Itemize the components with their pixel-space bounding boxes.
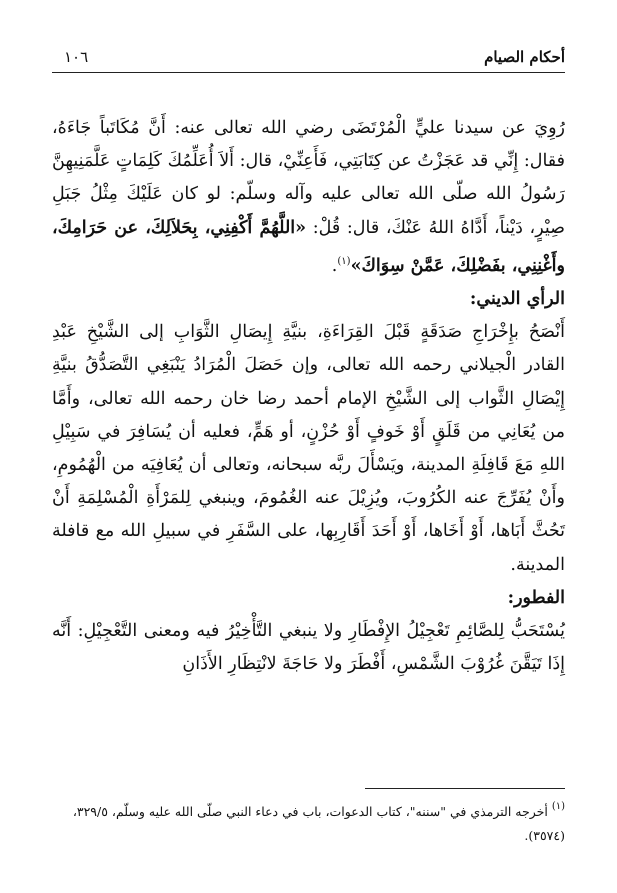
running-header (52, 42, 565, 72)
hadith-end-punct: . (331, 255, 338, 276)
footnote-reference: (١) (337, 255, 351, 267)
footnote-rule (365, 788, 565, 789)
header-title: أحكام الصيام (484, 48, 565, 66)
header-rule (52, 72, 565, 73)
page-body (52, 112, 565, 681)
dua-text: «اللَّهُمَّ أَكْفِنِي، بِحَلاَلِكَ، عن حَرَامِكَ، وأَغْنِنِي، بفَضْلِكَ، عَمَّنْ سِوَاكَ» (52, 217, 565, 276)
footnote-text: أخرجه الترمذي في "سننه"، كتاب الدعوات، باب في دعاء النبي صلّى الله عليه وسلّم، ٣٢٩/٥، (٣٥٧٤). (72, 804, 565, 843)
page-number: ١٠٦ (64, 48, 89, 66)
hadith-paragraph (52, 112, 565, 283)
hadith-text: رُوِيَ عن سيدنا عليٍّ الْمُرْتَضَى رضي الله تعالى عنه: أَنَّ مُكَاتَباً جَاءَهُ، فقال: إِنِّي قد عَجَزْتُ عن كِتَابَتِي، فَأَعِنِّيْ، قال: أَلاَ أُعَلِّمُكَ كَلِمَاتٍ عَلَّمَنِيهِنَّ رَسُولُ الله صلّى الله تعالى عليه وآله وسلّم: لو كان عَلَيْكَ مِثْلُ جَبَلِ صِيْرٍ، دَيْناً، أَدَّاهُ اللهُ عَنْكَ، قال: قُلْ: (52, 118, 565, 238)
section-heading-iftar: الفطور: (507, 587, 565, 608)
footnote-marker: (١) (551, 801, 565, 812)
religious-opinion-paragraph: أَنْصَحُ بإِخْرَاجِ صَدَقَةٍ قَبْلَ القِرَاءَةِ، بنيَّةِ إِيصَالِ الثَّوَابِ إلى الشَّيْخِ عَبْدِ القادر الْجيلاني رحمه الله تعالى، وإن حَصَلَ الْمُرَادُ يَنْبَغِي التَّصَدُّقُ بنيَّةِ إِيْصَالِ الثَّواب إلى الشَّيْخِ الإمام أحمد رضا خان رحمه الله تعالى، وأَمَّا من يُعَانِي من قَلَقٍ أَوْ خَوفٍ أَوْ حُزْنٍ، أو هَمٍّ، فعليه أن يُسَافِرَ في سَبِيْلِ اللهِ مَعَ قَافِلَةِ المدينة، ويَسْأَلَ ربَّه سبحانه، وتعالى أن يُعَافِيَه من الْهُمُومِ، وأَنْ يُفَرِّجَ عنه الكُرُوبَ، ويُزِيْلَ عنه الغُمُومَ، وينبغي لِلمَرْأَةِ الْمُسْلِمَةِ أَنْ تَحُثَّ أَبَاها، أَوْ أَخَاها، أَوْ أَحَدَ أَقَارِبِها، على السَّفَرِ في سبيلِ الله مع قافلة المدينة. (52, 322, 565, 575)
iftar-paragraph: يُسْتَحَبُّ لِلصَّائِمِ تَعْجِيْلُ الإِفْطَارِ ولا ينبغي التَّأْخِيْرُ فيه ومعنى التَّعْجِيْلِ: أَنَّه إِذَا تَيَقَّنَ غُرُوْبَ الشَّمْسِ، أَفْطَرَ ولا حَاجَةَ لانْتِظَارِ الأَذَانِ (52, 621, 565, 675)
section-heading-religious-opinion: الرأي الديني: (469, 289, 565, 310)
footnote (52, 795, 565, 848)
